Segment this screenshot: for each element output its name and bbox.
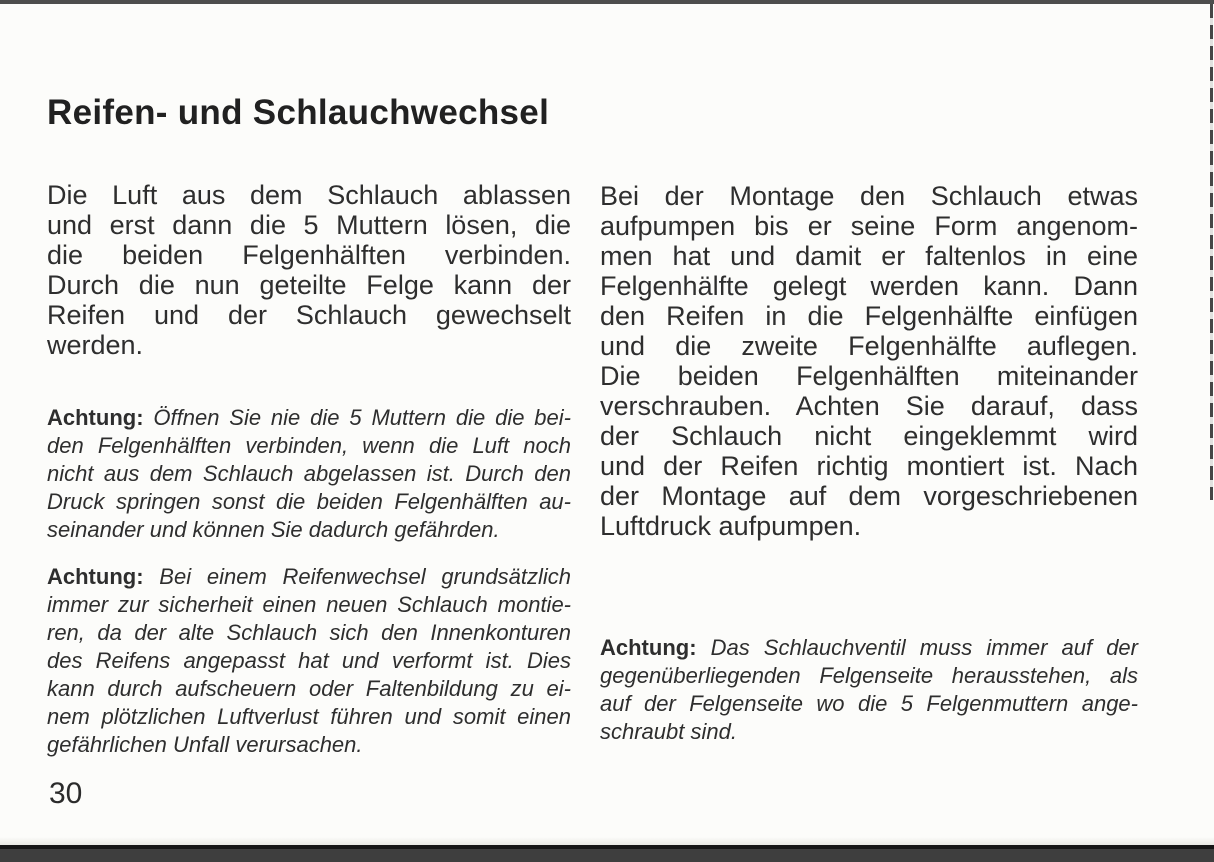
text-line: men hat und damit er faltenlos in eine	[600, 241, 1138, 271]
text-line: den Reifen in die Felgenhälfte einfügen	[600, 301, 1138, 331]
page-title: Reifen- und Schlauchwechsel	[47, 93, 550, 132]
text-line: verschrauben. Achten Sie darauf, dass	[600, 391, 1138, 421]
intro-paragraph-right	[600, 181, 1138, 541]
text-line: und erst dann die 5 Muttern lösen, die	[47, 210, 571, 240]
text-line: nicht aus dem Schlauch abgelassen ist. Durch den	[47, 461, 571, 486]
bottom-edge-shade	[0, 837, 1214, 845]
text-line: seinander und können Sie dadurch gefährden.	[47, 517, 500, 542]
bottom-edge-bar	[0, 845, 1214, 862]
warning-text: Das Schlauchventil muss immer auf der	[710, 635, 1138, 660]
page-number: 30	[49, 777, 83, 810]
text-line: nem plötzlichen Luftverlust führen und somit einen	[47, 704, 571, 729]
text-line: der Montage auf dem vorgeschriebenen	[600, 481, 1138, 511]
text-line: immer zur sicherheit einen neuen Schlauch montie-	[47, 592, 571, 617]
text-line: Luftdruck aufpumpen.	[600, 511, 862, 541]
warning-label: Achtung:	[47, 405, 144, 430]
text-line: des Reifens angepasst hat und verformt ist. Dies	[47, 648, 571, 673]
warning-text: Öffnen Sie nie die 5 Muttern die die bei-	[153, 405, 571, 430]
text-line: Die Luft aus dem Schlauch ablassen	[47, 180, 571, 210]
text-line: gegenüberliegenden Felgenseite herausstehen, als	[600, 663, 1138, 688]
warning-paragraph-1	[47, 404, 571, 544]
text-line: Durch die nun geteilte Felge kann der	[47, 270, 571, 300]
text-line: aufpumpen bis er seine Form angenom-	[600, 211, 1138, 241]
warning-paragraph-2	[47, 563, 571, 759]
text-line: Felgenhälfte gelegt werden kann. Dann	[600, 271, 1138, 301]
text-line: Druck springen sonst die beiden Felgenhälften au-	[47, 489, 571, 514]
text-line: den Felgenhälften verbinden, wenn die Luft noch	[47, 433, 571, 458]
warning-label: Achtung:	[600, 635, 697, 660]
text-line: gefährlichen Unfall verursachen.	[47, 732, 363, 757]
text-line: der Schlauch nicht eingeklemmt wird	[600, 421, 1138, 451]
text-line: Reifen und der Schlauch gewechselt	[47, 300, 571, 330]
right-edge-scan-line	[1210, 4, 1213, 500]
text-line	[47, 563, 571, 591]
text-line: schraubt sind.	[600, 719, 737, 744]
text-line: und der Reifen richtig montiert ist. Nach	[600, 451, 1138, 481]
warning-label: Achtung:	[47, 564, 144, 589]
intro-paragraph-left	[47, 180, 571, 360]
text-line: kann durch aufscheuern oder Faltenbildung zu ei-	[47, 676, 571, 701]
text-line: und die zweite Felgenhälfte auflegen.	[600, 331, 1138, 361]
text-line: ren, da der alte Schlauch sich den Innenkonturen	[47, 620, 571, 645]
top-edge-bar	[0, 0, 1214, 4]
text-line: Die beiden Felgenhälften miteinander	[600, 361, 1138, 391]
text-line	[600, 634, 1138, 662]
warning-text: Bei einem Reifenwechsel grundsätzlich	[159, 564, 571, 589]
text-line: die beiden Felgenhälften verbinden.	[47, 240, 571, 270]
text-line: auf der Felgenseite wo die 5 Felgenmuttern ange-	[600, 691, 1138, 716]
text-line: werden.	[47, 330, 144, 360]
warning-paragraph-3	[600, 634, 1138, 746]
text-line: Bei der Montage den Schlauch etwas	[600, 181, 1138, 211]
text-line	[47, 404, 571, 432]
